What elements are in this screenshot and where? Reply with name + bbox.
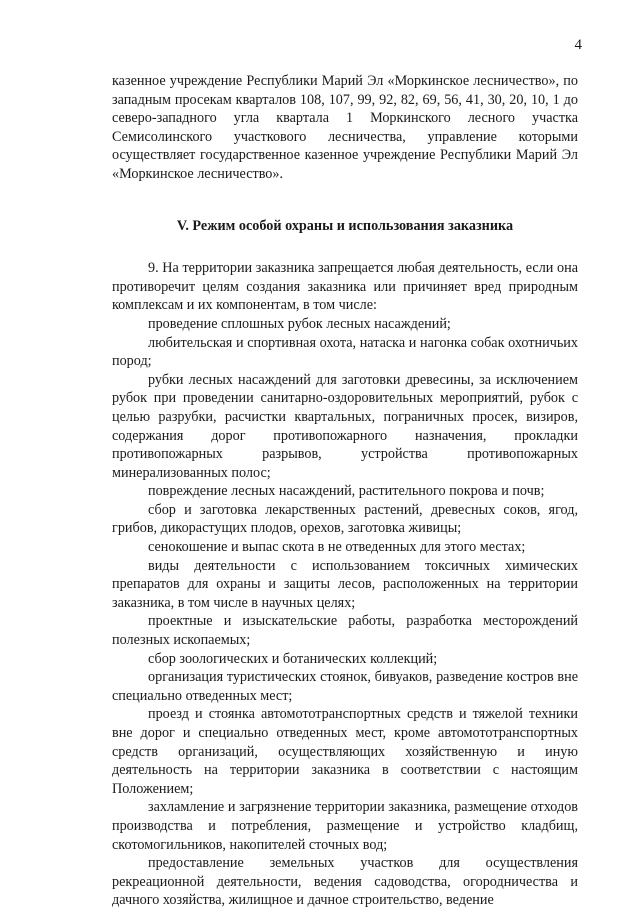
list-item: рубки лесных насаждений для заготовки древесины, за исключением рубок при проведении санитарно-оздоровительных мероприятий, рубок с целью разрубки, расчистки квартальных, пограничных просек, визиров, содержания дорог противопожарного назначения, прокладки противопожарных разрывов, устройства противопожарных минерализованных полос; [112,371,578,481]
list-item: виды деятельности с использованием токсичных химических препаратов для охраны и защиты лесов, расположенных на территории заказника, в том числе в научных целях; [112,557,578,611]
list-item: сенокошение и выпас скота в не отведенных для этого местах; [148,539,526,556]
list-item: проведение сплошных рубок лесных насаждений; [148,315,451,332]
list-item: предоставление земельных участков для осуществления рекреационной деятельности, ведения садоводства, огородничества и дачного хозяйства, жилищное и дачное строительство, ведение [112,855,578,909]
list-item: захламление и загрязнение территории заказника, размещение отходов производства и потребления, размещение и устройство кладбищ, скотомогильников, накопителей сточных вод; [112,799,578,853]
page-content [112,72,578,910]
list-item: сбор зоологических и ботанических коллекций; [148,650,438,667]
section-heading: V. Режим особой охраны и использования заказника [176,217,514,234]
list-item: сбор и заготовка лекарственных растений, древесных соков, ягод, грибов, дикорастущих плодов, орехов, заготовка живицы; [112,501,578,537]
list-item: проезд и стоянка автомототранспортных средств и тяжелой техники вне дорог и специально отведенных мест, кроме автомототранспортных средств организаций, осуществляющих хозяйственную и иную деятельность на территории заказника в соответствии с настоящим Положением; [112,706,578,797]
list-item: проектные и изыскательские работы, разработка месторождений полезных ископаемых; [112,613,578,649]
list-item: повреждение лесных насаждений, растительного покрова и почв; [148,483,545,500]
page-number: 4 [574,37,582,53]
list-item: любительская и спортивная охота, натаска и нагонка собак охотничьих пород; [112,334,578,370]
list-item: организация туристических стоянок, бивуаков, разведение костров вне специально отведенных мест; [112,669,578,704]
paragraph-item-9: 9. На территории заказника запрещается любая деятельность, если она противоречит целям создания заказника или причиняет вред природным комплексам и их компонентам, в том числе: [112,260,578,314]
intro-paragraph: казенное учреждение Республики Марий Эл «Моркинское лесничество», по западным просекам кварталов 108, 107, 99, 92, 82, 69, 56, 41, 30, 20, 10, 1 до северо-западного угла квартала 1 Моркинского лесного участка Семисолинского участкового лесничества, управление которыми осуществляет государственное казенное учреждение Республики Марий Эл «Моркинское лесничество». [112,73,578,182]
